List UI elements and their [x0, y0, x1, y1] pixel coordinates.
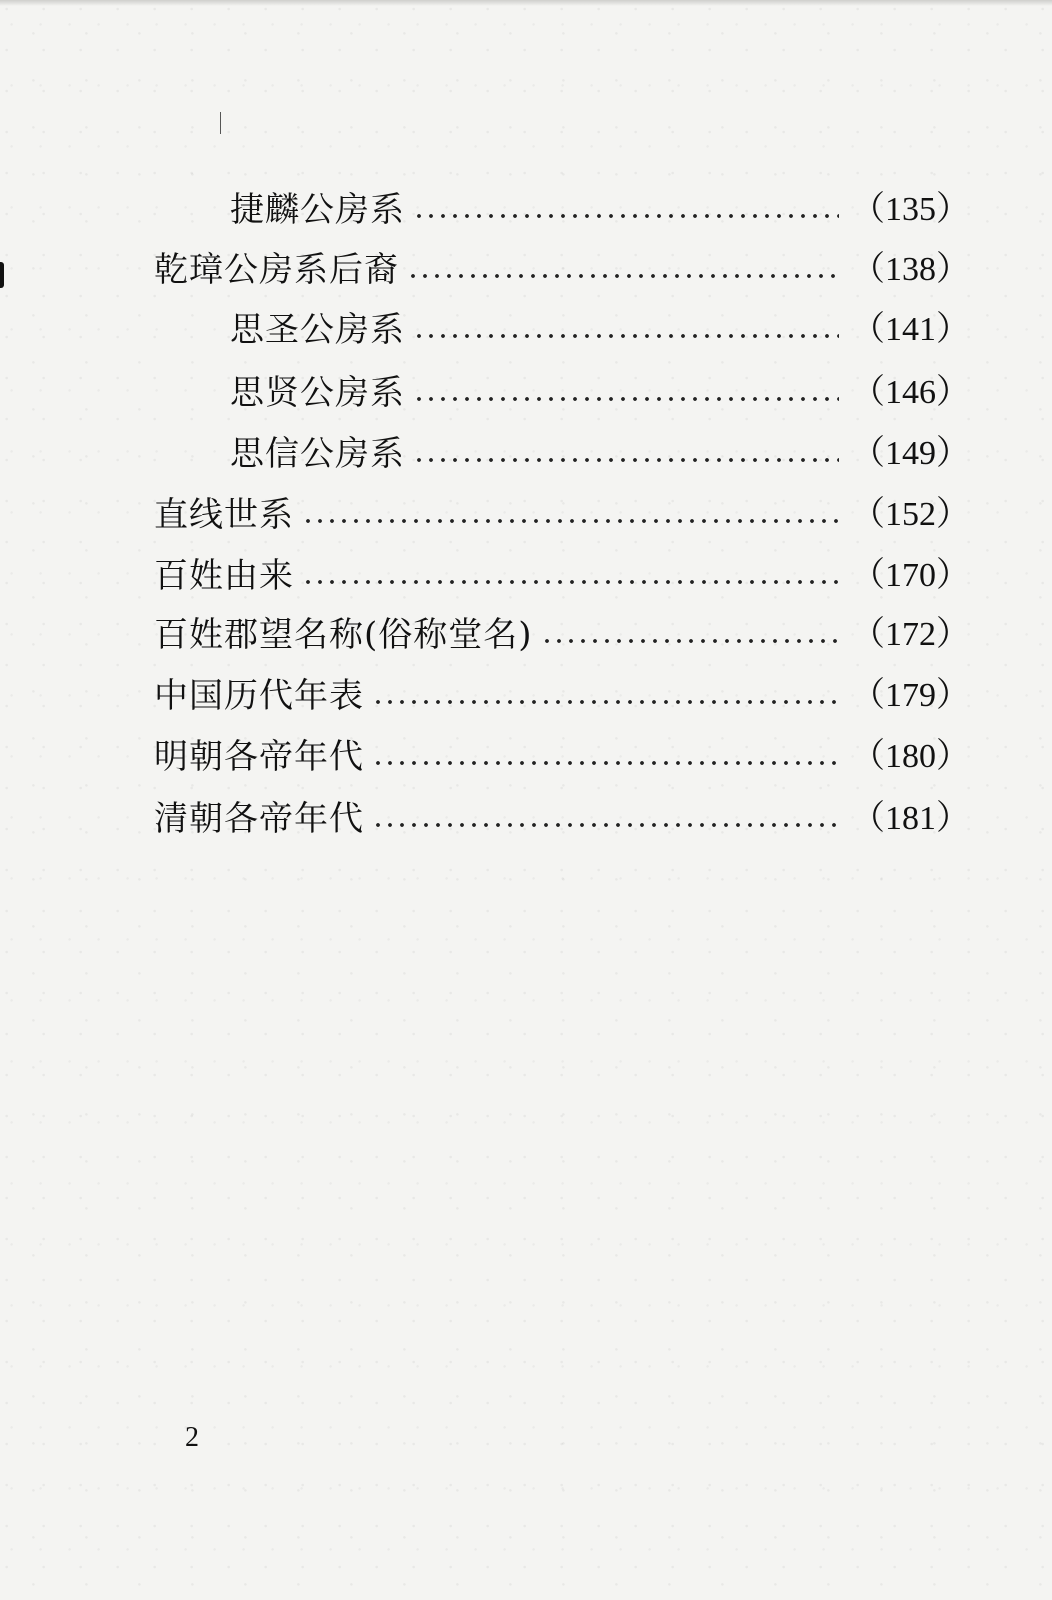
- dot-leader: [413, 458, 839, 462]
- toc-entry-title: 百姓郡望名称(俗称堂名): [154, 615, 533, 655]
- toc-entry-page: （170）: [851, 557, 970, 594]
- dot-leader: [413, 397, 839, 401]
- page-number: 2: [185, 1422, 199, 1453]
- toc-entry-page: （179）: [851, 677, 970, 714]
- dot-leader: [302, 519, 839, 523]
- toc-entry-page: （152）: [851, 496, 970, 533]
- dot-leader: [413, 214, 839, 218]
- toc-entry-title: 中国历代年表: [154, 676, 364, 716]
- toc-entry-title: 思贤公房系: [230, 373, 405, 413]
- toc-entry[interactable]: [154, 611, 970, 659]
- toc-entry[interactable]: [154, 795, 970, 843]
- toc-entry-title: 捷麟公房系: [230, 190, 405, 230]
- scan-binding-mark: [0, 262, 4, 288]
- toc-entry-title: 百姓由来: [154, 556, 294, 596]
- dot-leader: [407, 274, 839, 278]
- toc-entry[interactable]: [230, 306, 970, 354]
- toc-entry-page: （172）: [851, 616, 970, 653]
- dot-leader: [372, 823, 839, 827]
- toc-entry-title: 思圣公房系: [230, 310, 405, 350]
- toc-entry-page: （146）: [851, 374, 970, 411]
- scan-stray-mark: [220, 112, 221, 134]
- dot-leader: [541, 639, 839, 643]
- toc-entry-title: 乾璋公房系后裔: [154, 250, 399, 290]
- toc-entry[interactable]: [154, 491, 970, 539]
- dot-leader: [413, 334, 839, 338]
- toc-entry[interactable]: [230, 186, 970, 234]
- toc-entry-page: （180）: [851, 738, 970, 775]
- toc-entry[interactable]: [154, 552, 970, 600]
- toc-entry[interactable]: [154, 733, 970, 781]
- toc-entry-page: （149）: [851, 435, 970, 472]
- toc-entry-page: （141）: [851, 311, 970, 348]
- toc-entry-title: 直线世系: [154, 495, 294, 535]
- toc-entry-page: （135）: [851, 191, 970, 228]
- scan-top-edge: [0, 0, 1052, 6]
- toc-entry-title: 清朝各帝年代: [154, 799, 364, 839]
- toc-entry[interactable]: [154, 246, 970, 294]
- toc-entry-title: 思信公房系: [230, 434, 405, 474]
- dot-leader: [302, 580, 839, 584]
- dot-leader: [372, 761, 839, 765]
- toc-entry[interactable]: [154, 672, 970, 720]
- dot-leader: [372, 700, 839, 704]
- toc-entry[interactable]: [230, 430, 970, 478]
- toc-entry-page: （181）: [851, 800, 970, 837]
- toc-entry-title: 明朝各帝年代: [154, 737, 364, 777]
- toc-entry-page: （138）: [851, 251, 970, 288]
- toc-entry[interactable]: [230, 369, 970, 417]
